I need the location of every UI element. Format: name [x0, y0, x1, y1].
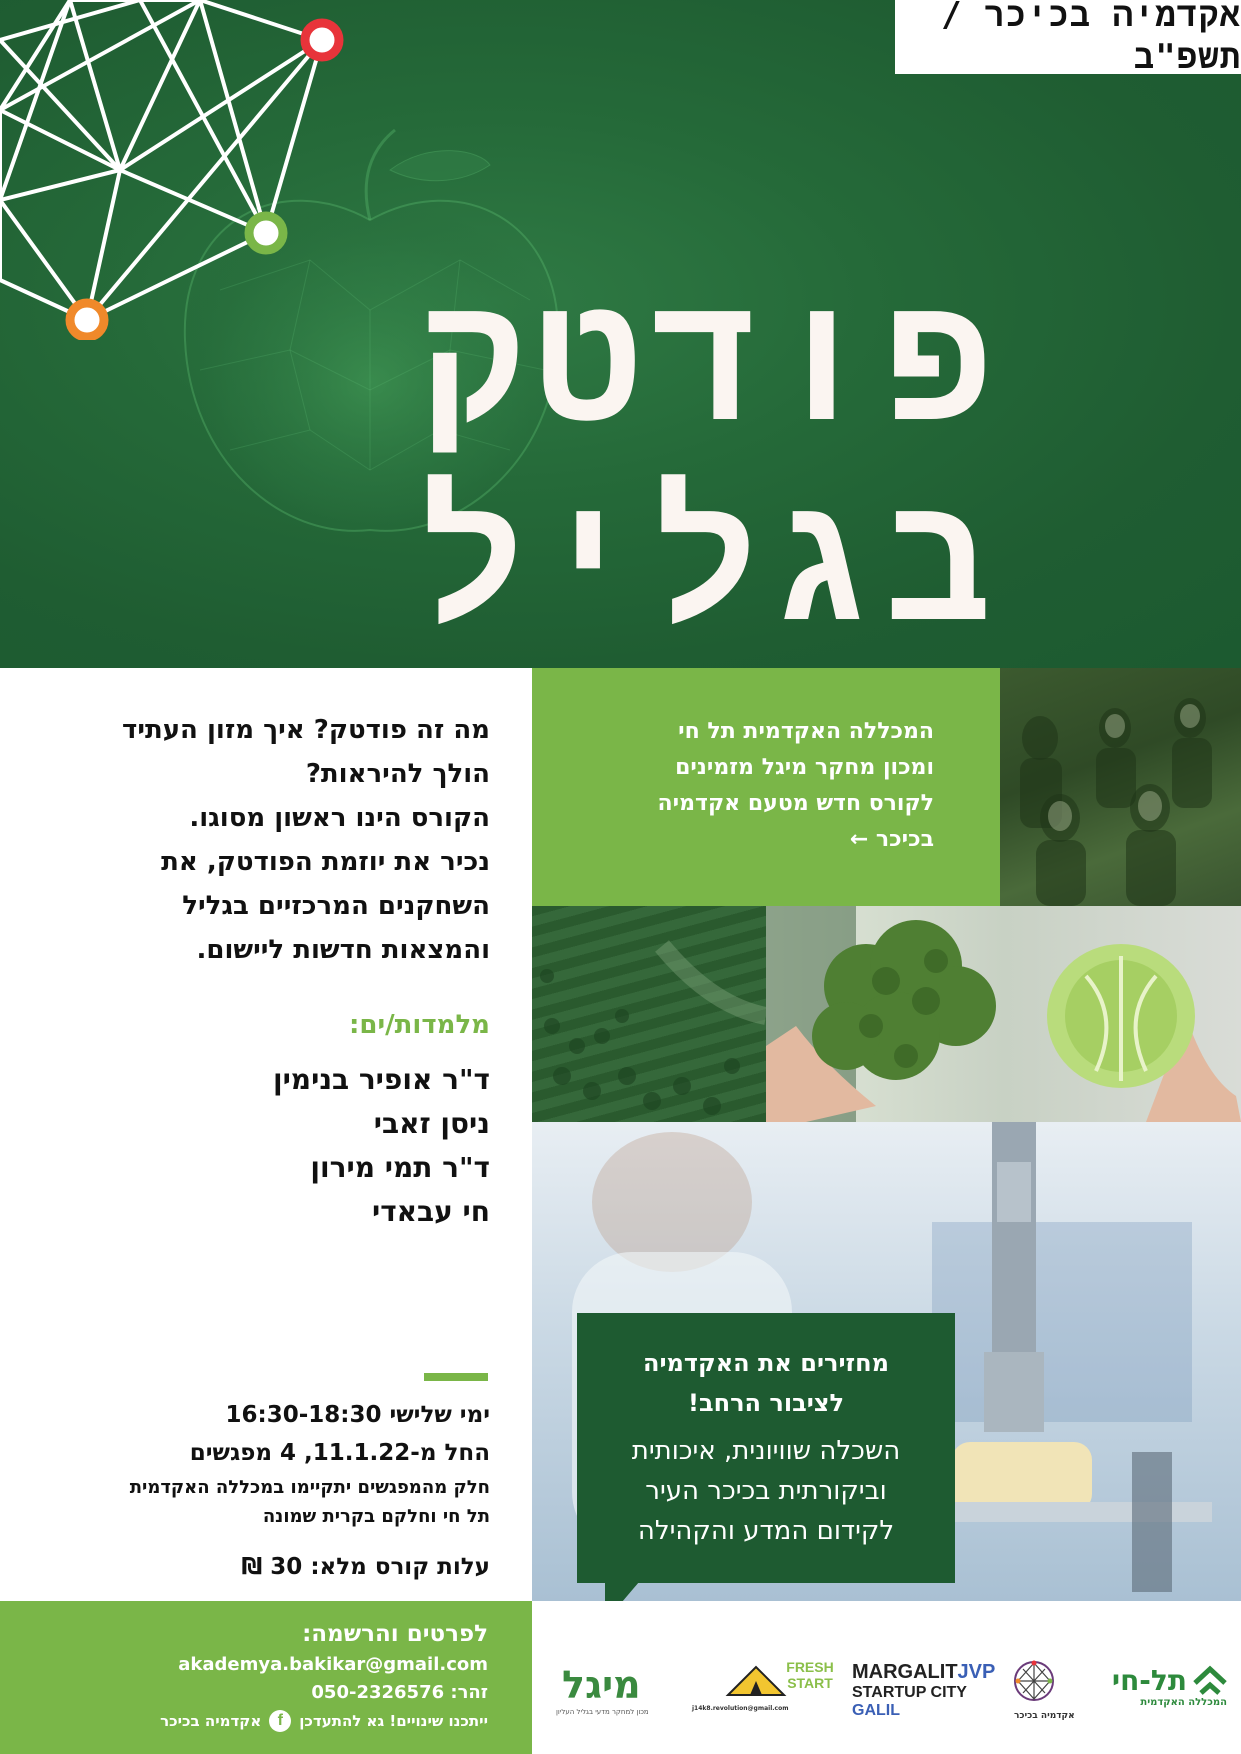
series-badge-text: אקדמיה בכיכר / תשפ"ב [941, 0, 1241, 77]
migal-logo-text: מיגל [562, 1663, 641, 1707]
contact-box [0, 1601, 532, 1754]
contact-phone[interactable]: זהר: 050-2326576 [311, 1682, 488, 1703]
contact-social [20, 1707, 488, 1735]
audience-photo [1000, 668, 1241, 906]
teacher-name: ד"ר תמי מירון [310, 1151, 490, 1184]
margalit-text: MARGALIT [852, 1661, 958, 1683]
mission-panel [577, 1313, 955, 1583]
mission-headline-1: מחזירים את האקדמיה [643, 1349, 889, 1377]
tel-hai-sub: המכללה האקדמית [1140, 1697, 1227, 1708]
contact-email[interactable]: akademya.bakikar@gmail.com [178, 1654, 488, 1675]
mission-body-3: לקידום המדע והקהילה [637, 1516, 895, 1546]
migal-logo [562, 1663, 641, 1707]
invite-line: בכיכר ← [849, 827, 934, 852]
facebook-page[interactable]: אקדמיה בכיכר [160, 1712, 262, 1730]
audience-photo-graphic [1000, 668, 1241, 906]
akademia-icon [1012, 1659, 1056, 1703]
header-banner [0, 0, 1241, 668]
network-node-red [305, 23, 339, 57]
intro-line: הקורס הינו ראשון מסוגו. [189, 803, 490, 833]
invite-line: המכללה האקדמית תל חי [678, 719, 934, 744]
tel-hai-logo [1087, 1663, 1227, 1708]
vegetables-photo [766, 906, 1241, 1122]
intro-line: והמצאות חדשות ליישום. [196, 935, 490, 965]
amphitheater-photo [532, 906, 766, 1122]
series-badge [895, 0, 1241, 77]
tel-hai-icon [1193, 1663, 1227, 1697]
schedule-info [40, 1396, 490, 1586]
jvp-text: JVP [957, 1661, 996, 1683]
tent-logo-sub: j14k8.revolution@gmail.com [692, 1705, 789, 1712]
schedule-days: ימי שלישי 16:30-18:30 [225, 1402, 490, 1428]
sponsor-logos [532, 1601, 1241, 1754]
teachers-list [40, 1058, 490, 1234]
facebook-icon[interactable]: f [269, 1710, 291, 1732]
fresh-start-line-2: START [787, 1675, 833, 1691]
intro-line: השחקנים המרכזיים בגליל [182, 891, 490, 921]
mission-body-2: וביקורתית בכיכר העיר [645, 1476, 887, 1506]
teacher-name: ניסן זאבי [373, 1107, 490, 1140]
akademia-logo-text: אקדמיה בכיכר [1014, 1711, 1075, 1721]
schedule-price: עלות קורס מלא: 30 ₪ [241, 1554, 490, 1580]
teachers-label: מלמדות/ים: [349, 1010, 490, 1040]
startup-city-text: STARTUP CITY [852, 1684, 967, 1701]
invite-panel [532, 668, 1000, 906]
intro-line: הולך להיראות? [305, 759, 490, 789]
schedule-location-2: תל חי וחלקם בקרית שמונה [262, 1506, 490, 1527]
fresh-start-logo [782, 1659, 838, 1691]
fresh-start-line-1: FRESH [786, 1659, 834, 1675]
invite-line: ומכון מחקר מיגל מזמינים [675, 755, 934, 780]
teacher-name: ד"ר אופיר בנימין [272, 1063, 490, 1096]
migal-logo-sub: מכון למחקר מדעי בגליל העליון [556, 1708, 649, 1716]
margalit-logo [852, 1661, 1002, 1720]
course-description [40, 708, 490, 1234]
galil-text: GALIL [852, 1702, 900, 1719]
akademia-logo [1012, 1659, 1056, 1707]
intro-line: נכיר את יוזמת הפודטק, את [161, 847, 490, 877]
teacher-name: חי עבאדי [371, 1195, 490, 1228]
network-node-orange [70, 303, 104, 337]
tel-hai-text: תל-חי [1111, 1663, 1187, 1697]
tent-logo [692, 1661, 788, 1712]
schedule-start: החל מ-11.1.22, 4 מפגשים [189, 1440, 490, 1466]
mission-body-1: השכלה שוויונית, איכותית [631, 1436, 901, 1466]
intro-line: מה זה פודטק? איך מזון העתיד [122, 715, 490, 745]
contact-title: לפרטים והרשמה: [302, 1621, 488, 1647]
tent-icon [724, 1661, 788, 1701]
page-title: פודטק בגליל [417, 254, 1003, 661]
mission-headline-2: לציבור הרחב! [688, 1389, 844, 1417]
invite-line: לקורס חדש מטעם אקדמיה [657, 791, 934, 816]
amphitheater-photo-graphic [532, 906, 766, 1122]
intro-text [40, 708, 490, 972]
schedule-location-1: חלק מהמפגשים יתקיימו במכללה האקדמית [129, 1477, 490, 1498]
vegetables-photo-graphic [766, 906, 1241, 1122]
network-node-green [249, 216, 283, 250]
changes-note: ייתכנו שינויים! גא להתעדכן [299, 1712, 488, 1730]
accent-divider [424, 1373, 488, 1381]
